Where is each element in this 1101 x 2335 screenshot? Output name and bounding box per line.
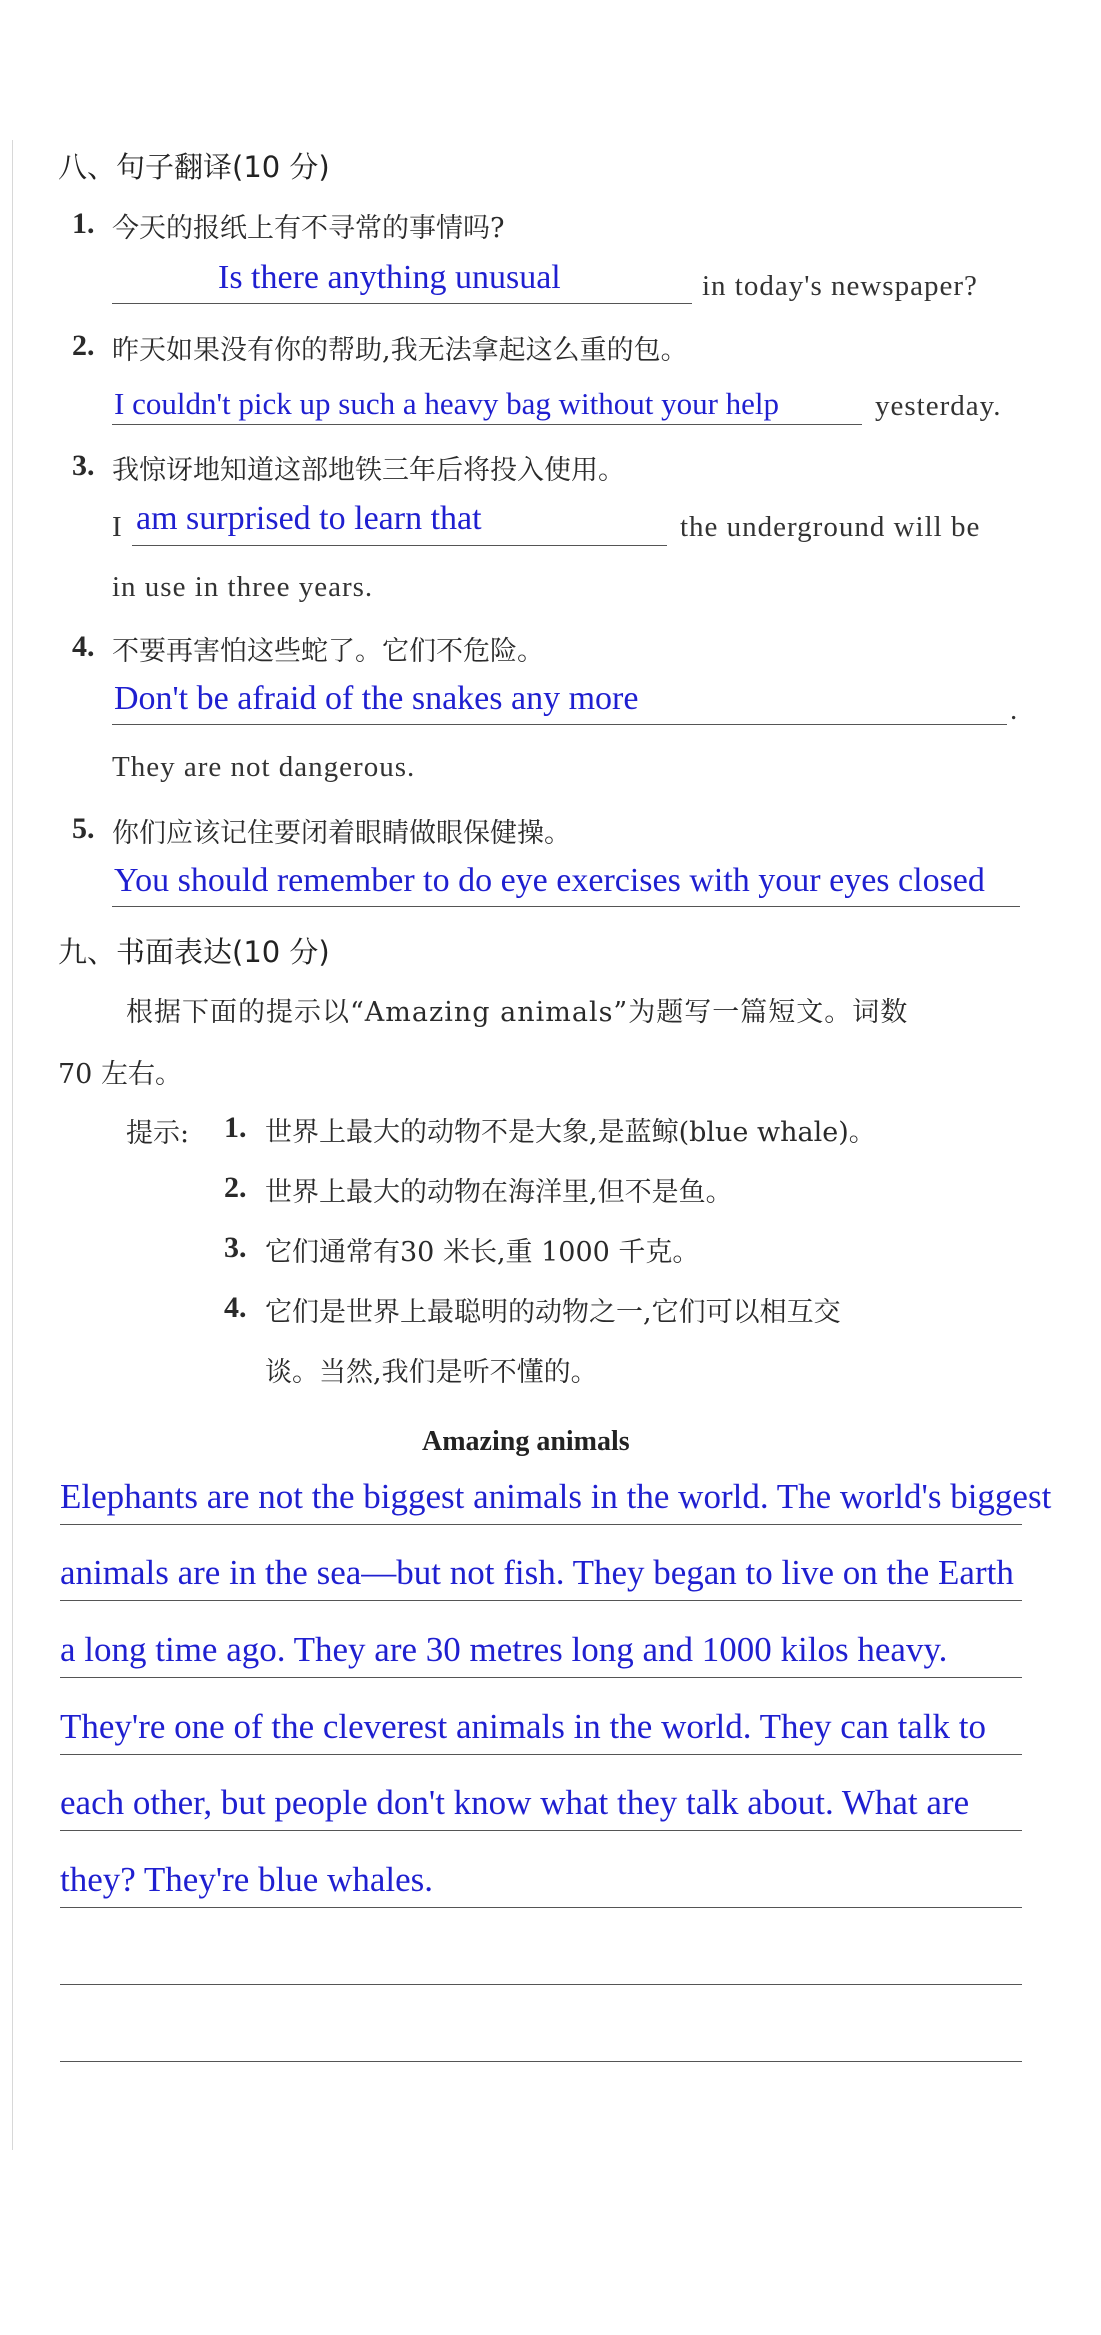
hint-3-number: 3.	[224, 1231, 247, 1264]
hint-4-number: 4.	[224, 1291, 247, 1324]
essay-line-4: They're one of the cleverest animals in the world. They can talk to	[60, 1707, 987, 1746]
essay-line-5: each other, but people don't know what they talk about. What are	[60, 1783, 970, 1822]
margin-line	[12, 140, 13, 2150]
item-3-suffix: the underground will be	[680, 511, 981, 543]
item-3-answer-line	[132, 545, 667, 546]
instruction-line-1: 根据下面的提示以“Amazing animals”为题写一篇短文。词数	[126, 997, 909, 1028]
hint-4-text: 它们是世界上最聪明的动物之一,它们可以相互交	[265, 1297, 841, 1328]
item-2-number: 2.	[72, 329, 95, 362]
item-2-answer: I couldn't pick up such a heavy bag without your help	[114, 386, 780, 421]
essay-line-3: a long time ago. They are 30 metres long and 1000 kilos heavy.	[60, 1630, 948, 1669]
hint-1-text: 世界上最大的动物不是大象,是蓝鲸(blue whale)。	[265, 1117, 876, 1148]
essay-line-6: they? They're blue whales.	[60, 1860, 434, 1899]
instruction-line-2: 70 左右。	[58, 1059, 182, 1090]
hint-2-number: 2.	[224, 1171, 247, 1204]
item-3-number: 3.	[72, 449, 95, 482]
essay-rule-6	[60, 1907, 1022, 1908]
hint-1-number: 1.	[224, 1111, 247, 1144]
essay-rule-8	[60, 2061, 1022, 2062]
hint-3-text: 它们通常有30 米长,重 1000 千克。	[265, 1237, 700, 1268]
item-1-suffix: in today's newspaper?	[702, 270, 978, 302]
hint-2-text: 世界上最大的动物在海洋里,但不是鱼。	[265, 1177, 733, 1208]
item-3-answer: am surprised to learn that	[136, 500, 482, 537]
item-3-prompt: 我惊讶地知道这部地铁三年后将投入使用。	[112, 455, 625, 486]
item-2-prompt: 昨天如果没有你的帮助,我无法拿起这么重的包。	[112, 335, 688, 366]
essay-rule-2	[60, 1600, 1022, 1601]
item-4-suffix: .	[1010, 694, 1019, 726]
hints-label: 提示:	[126, 1118, 190, 1149]
item-2-suffix: yesterday.	[875, 390, 1002, 422]
item-4-answer-line	[112, 724, 1007, 725]
essay-rule-4	[60, 1754, 1022, 1755]
item-1-prompt: 今天的报纸上有不寻常的事情吗?	[112, 213, 505, 244]
item-5-prompt: 你们应该记住要闭着眼睛做眼保健操。	[112, 818, 571, 849]
item-4-prompt: 不要再害怕这些蛇了。它们不危险。	[112, 636, 544, 667]
section-9-heading: 九、书面表达(10 分)	[58, 935, 330, 969]
essay-rule-3	[60, 1677, 1022, 1678]
essay-line-1: Elephants are not the biggest animals in the world. The world's biggest	[60, 1477, 1052, 1516]
essay-line-2: animals are in the sea—but not fish. They began to live on the Earth	[60, 1553, 1014, 1592]
item-1-number: 1.	[72, 207, 95, 240]
item-1-answer-line	[112, 303, 692, 304]
essay-rule-7	[60, 1984, 1022, 1985]
item-4-number: 4.	[72, 630, 95, 663]
item-5-answer-line	[112, 906, 1020, 907]
item-5-number: 5.	[72, 812, 95, 845]
item-5-answer: You should remember to do eye exercises with your eyes closed	[114, 862, 985, 899]
item-3-continuation: in use in three years.	[112, 571, 374, 603]
item-4-continuation: They are not dangerous.	[112, 751, 416, 783]
item-2-answer-line	[112, 424, 862, 425]
item-1-answer: Is there anything unusual	[218, 259, 561, 296]
section-8-heading: 八、句子翻译(10 分)	[58, 150, 330, 184]
essay-title: Amazing animals	[422, 1426, 630, 1457]
essay-rule-1	[60, 1524, 1022, 1525]
hint-4-text-continued: 谈。当然,我们是听不懂的。	[265, 1357, 598, 1388]
item-4-answer: Don't be afraid of the snakes any more	[114, 680, 639, 717]
item-3-prefix: I	[112, 511, 123, 543]
essay-rule-5	[60, 1830, 1022, 1831]
